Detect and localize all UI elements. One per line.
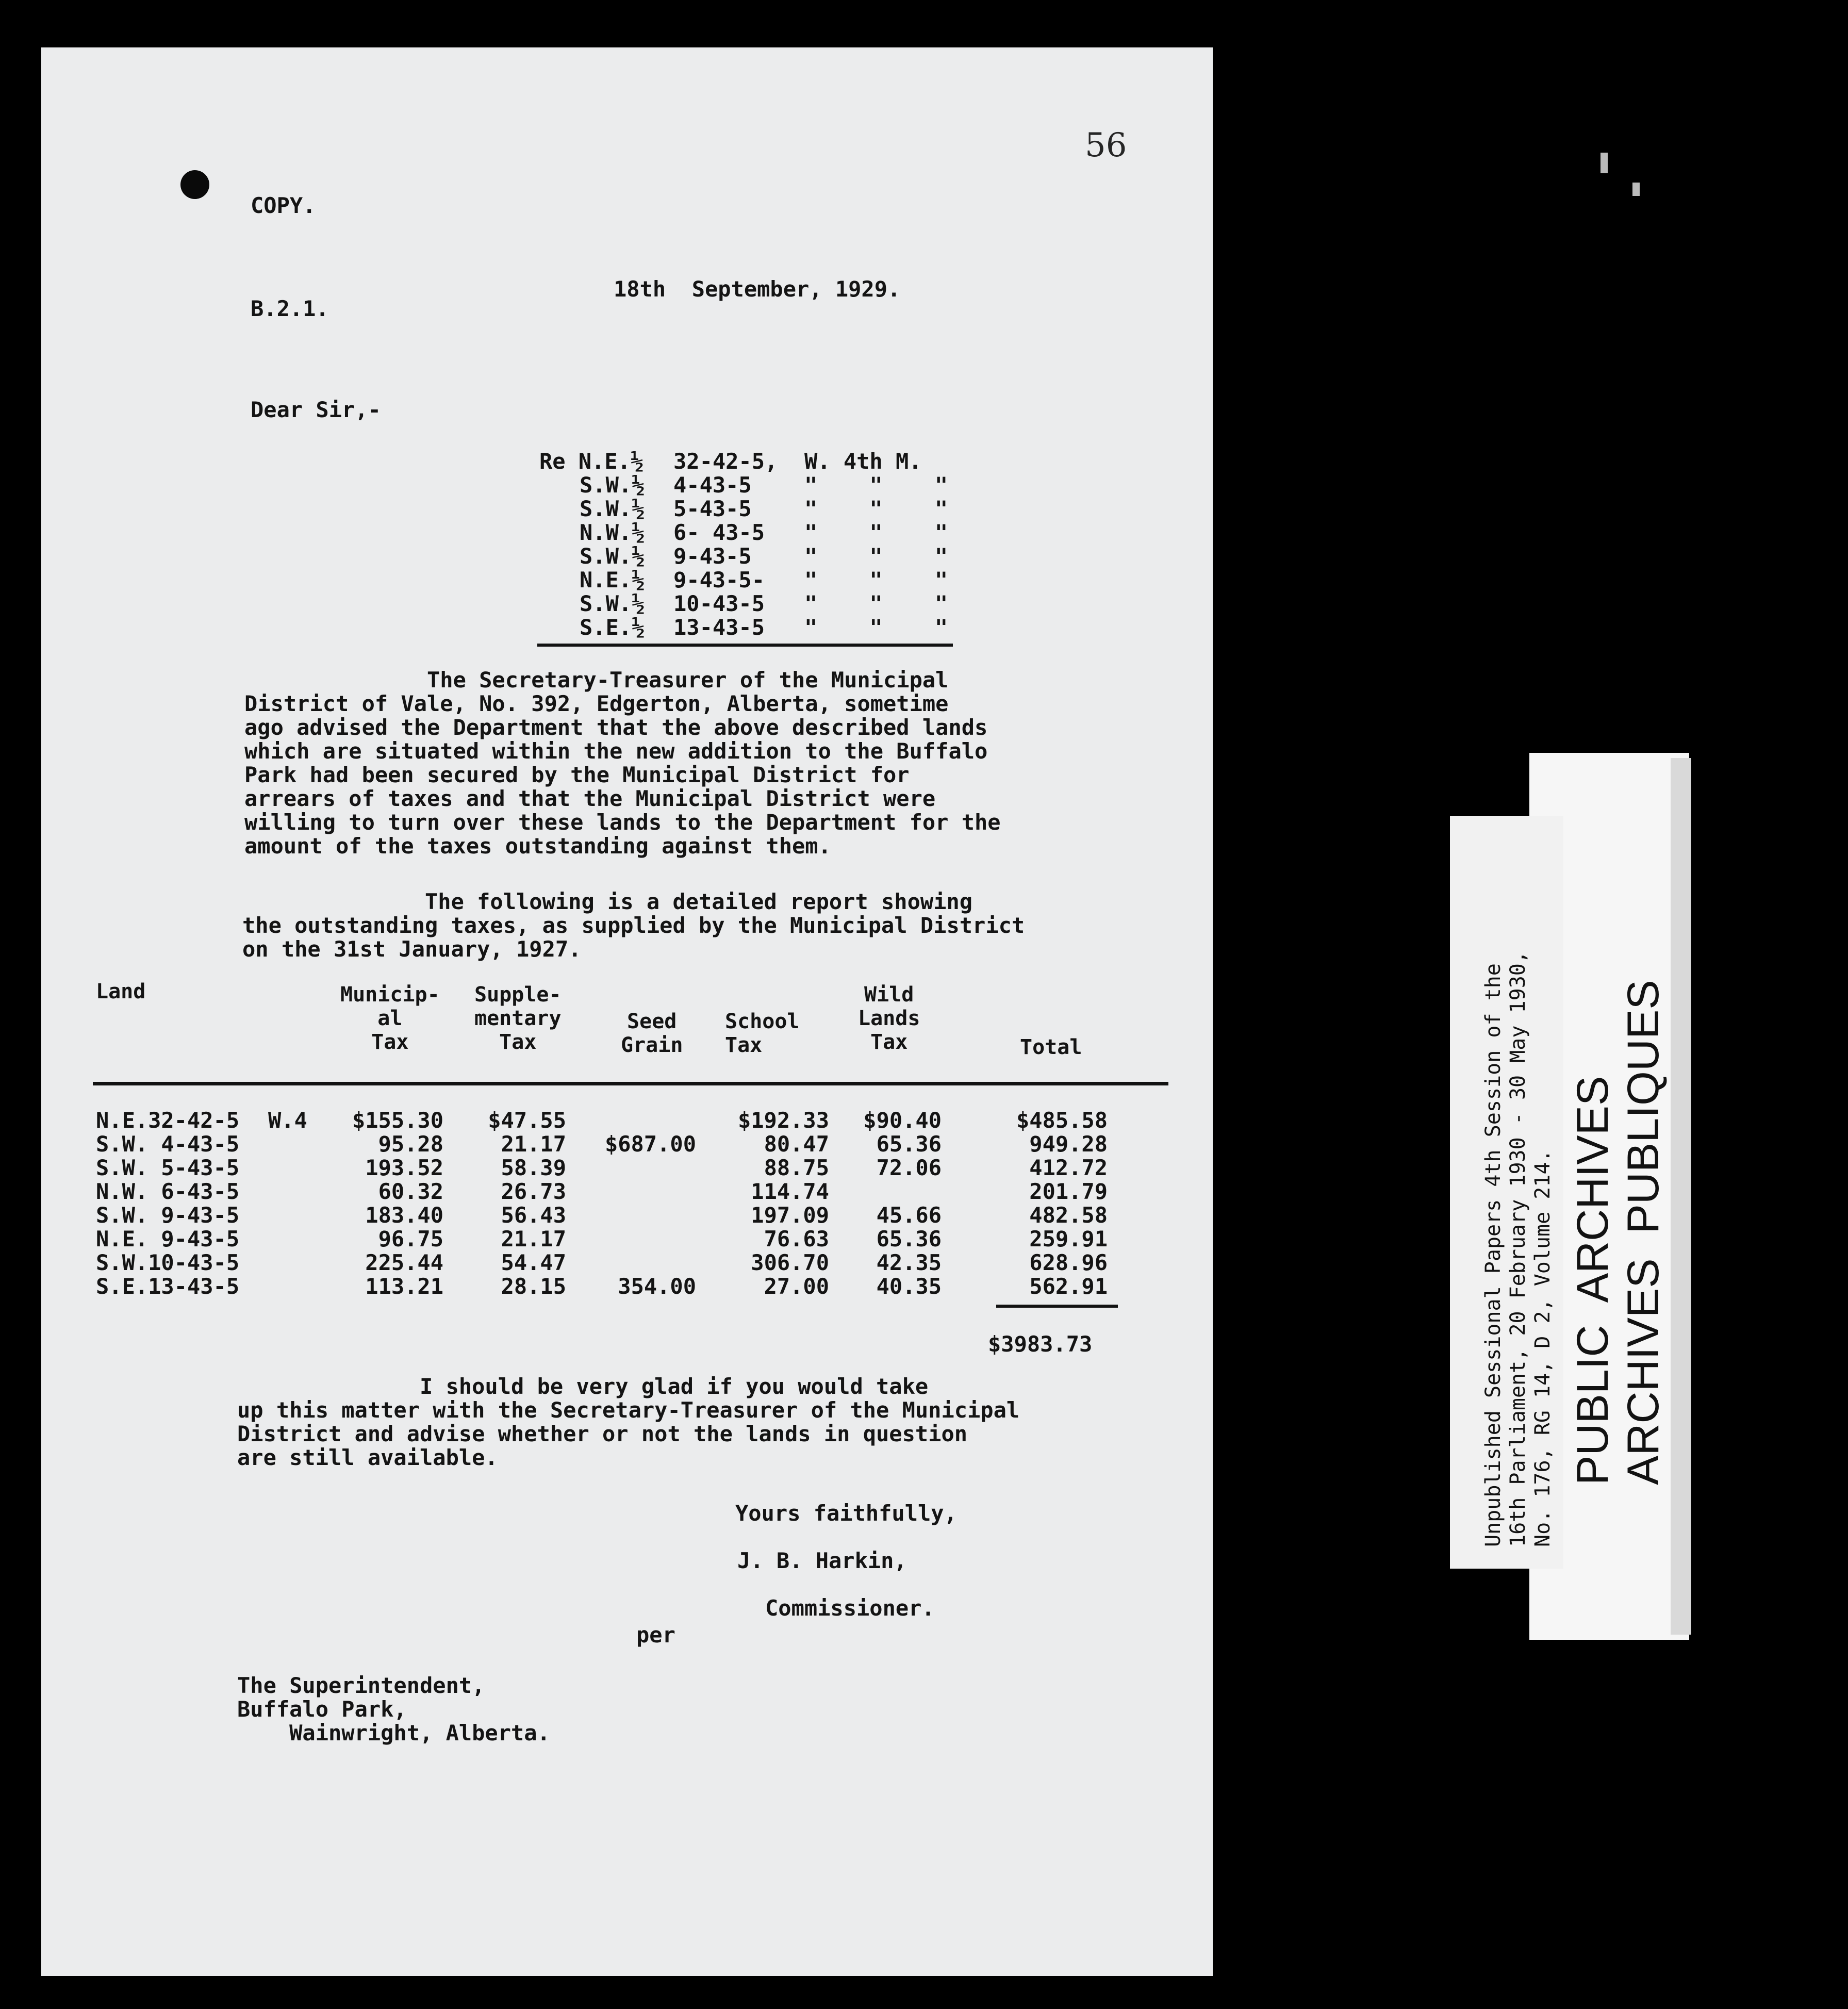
cell-land: N.E.32-42-5 xyxy=(96,1108,240,1133)
cell-land: S.W. 9-43-5 xyxy=(96,1203,240,1228)
cell-supplementary: 28.15 xyxy=(501,1274,566,1299)
cell-land: S.E.13-43-5 xyxy=(96,1274,240,1299)
cell-school: 76.63 xyxy=(764,1226,829,1251)
text-line: Buffalo Park, xyxy=(237,1697,407,1722)
text-line: up this matter with the Secretary-Treasurer of the Municipal xyxy=(237,1397,1020,1423)
cell-supplementary: 26.73 xyxy=(501,1179,566,1204)
cell-land: S.W. 4-43-5 xyxy=(96,1131,240,1157)
text-line: the outstanding taxes, as supplied by the Municipal District xyxy=(242,913,1025,938)
cell-total: 201.79 xyxy=(1029,1179,1108,1204)
cell-total: $485.58 xyxy=(1016,1108,1108,1133)
card-edge xyxy=(1671,758,1691,1635)
re-quarter: S.W.½ xyxy=(580,472,645,498)
cell-land: N.E. 9-43-5 xyxy=(96,1226,240,1251)
text-line: are still available. xyxy=(237,1445,498,1470)
header-municipal-tax: Municip- al Tax xyxy=(340,983,440,1054)
table-row xyxy=(0,1274,1172,1297)
cell-municipal: 60.32 xyxy=(378,1179,443,1204)
cell-wild: 72.06 xyxy=(876,1155,942,1180)
re-section: 10-43-5 xyxy=(673,591,765,616)
cell-total: 482.58 xyxy=(1029,1203,1108,1228)
cell-wild: 65.36 xyxy=(876,1131,942,1157)
cell-supplementary: 21.17 xyxy=(501,1226,566,1251)
cell-wild: $90.40 xyxy=(863,1108,942,1133)
cell-total: 412.72 xyxy=(1029,1155,1108,1180)
cell-school: 306.70 xyxy=(751,1250,829,1275)
paragraph-2 xyxy=(242,890,1025,961)
cell-total: 949.28 xyxy=(1029,1131,1108,1157)
citation-line: 16th Parliament, 20 February 1930 - 30 May 1930, xyxy=(1506,951,1530,1547)
grand-total: $3983.73 xyxy=(988,1331,1093,1357)
copy-mark: COPY. xyxy=(251,193,316,218)
text-line: ago advised the Department that the above described lands xyxy=(244,715,988,740)
paragraph-1 xyxy=(244,668,1001,858)
cell-extra: W.4 xyxy=(268,1108,307,1133)
cell-seed: 354.00 xyxy=(618,1274,696,1299)
re-section: 6- 43-5 xyxy=(673,520,765,545)
cell-total: 562.91 xyxy=(1029,1274,1108,1299)
re-meridian: " " " xyxy=(804,591,948,616)
re-quarter: N.E.½ xyxy=(580,567,645,592)
signer-title: Commissioner. xyxy=(765,1595,935,1621)
cell-municipal: 95.28 xyxy=(378,1131,443,1157)
header-land: Land xyxy=(96,980,146,1003)
text-line: I should be very glad if you would take xyxy=(237,1374,929,1399)
citation-line: No. 176, RG 14, D 2, Volume 214. xyxy=(1531,1149,1555,1547)
salutation: Dear Sir,- xyxy=(251,397,381,422)
cell-seed: $687.00 xyxy=(604,1131,696,1157)
archive-citation xyxy=(1481,951,1555,1547)
table-row xyxy=(0,1108,1172,1131)
re-section: 13-43-5 xyxy=(673,615,765,640)
re-meridian: W. 4th M. xyxy=(804,449,922,474)
cell-school: $192.33 xyxy=(737,1108,829,1133)
header-wild-lands-tax: Wild Lands Tax xyxy=(858,983,920,1054)
signer-name: J. B. Harkin, xyxy=(737,1548,907,1573)
text-line: arrears of taxes and that the Municipal District were xyxy=(244,786,936,811)
re-meridian: " " " xyxy=(804,567,948,592)
film-mark xyxy=(1600,153,1608,173)
punch-hole xyxy=(180,170,209,199)
cell-school: 80.47 xyxy=(764,1131,829,1157)
text-line: District of Vale, No. 392, Edgerton, Alberta, sometime xyxy=(244,691,949,716)
cell-supplementary: 56.43 xyxy=(501,1203,566,1228)
cell-school: 197.09 xyxy=(751,1203,829,1228)
cell-land: S.W.10-43-5 xyxy=(96,1250,240,1275)
cell-school: 27.00 xyxy=(764,1274,829,1299)
re-meridian: " " " xyxy=(804,615,948,640)
re-quarter: Re N.E.½ xyxy=(539,449,644,474)
header-supplementary-tax: Supple- mentary Tax xyxy=(474,983,562,1054)
re-section: 32-42-5, xyxy=(673,449,778,474)
re-section: 4-43-5 xyxy=(673,472,752,498)
table-row xyxy=(0,1179,1172,1203)
re-block-underline xyxy=(537,644,953,647)
table-row xyxy=(0,1250,1172,1274)
cell-land: S.W. 5-43-5 xyxy=(96,1155,240,1180)
cell-wild: 40.35 xyxy=(876,1274,942,1299)
stamp-line: ARCHIVES PUBLIQUES xyxy=(1619,980,1668,1485)
re-quarter: S.W.½ xyxy=(580,544,645,569)
text-line: Wainwright, Alberta. xyxy=(237,1720,550,1745)
header-school-tax: School Tax xyxy=(725,1010,800,1057)
text-line: amount of the taxes outstanding against them. xyxy=(244,833,831,859)
paragraph-3 xyxy=(237,1375,1019,1470)
re-section: 9-43-5 xyxy=(673,544,752,569)
header-total: Total xyxy=(1020,1035,1082,1059)
cell-total: 259.91 xyxy=(1029,1226,1108,1251)
stamp-line: PUBLIC ARCHIVES xyxy=(1568,1076,1618,1485)
cell-supplementary: 21.17 xyxy=(501,1131,566,1157)
re-section: 5-43-5 xyxy=(673,496,752,521)
archive-stamp xyxy=(1568,980,1669,1485)
closing: Yours faithfully, xyxy=(735,1501,957,1526)
re-meridian: " " " xyxy=(804,496,948,521)
text-line: willing to turn over these lands to the Department for the xyxy=(244,810,1001,835)
letter-date: 18th September, 1929. xyxy=(614,276,901,302)
re-meridian: " " " xyxy=(804,472,948,498)
text-line: which are situated within the new addition to the Buffalo xyxy=(244,738,988,764)
re-meridian: " " " xyxy=(804,544,948,569)
text-line: District and advise whether or not the lands in question xyxy=(237,1421,968,1446)
header-seed-grain: Seed Grain xyxy=(621,1010,683,1057)
re-quarter: S.W.½ xyxy=(580,591,645,616)
cell-municipal: 193.52 xyxy=(365,1155,443,1180)
cell-supplementary: $47.55 xyxy=(488,1108,566,1133)
cell-supplementary: 58.39 xyxy=(501,1155,566,1180)
table-row xyxy=(0,1155,1172,1179)
table-row xyxy=(0,1226,1172,1250)
cell-municipal: 225.44 xyxy=(365,1250,443,1275)
cell-municipal: 113.21 xyxy=(365,1274,443,1299)
text-line: The following is a detailed report showing xyxy=(242,889,973,914)
re-quarter: S.E.½ xyxy=(580,615,645,640)
file-reference: B.2.1. xyxy=(251,296,329,321)
text-line: Park had been secured by the Municipal District for xyxy=(244,762,910,787)
addressee xyxy=(237,1674,550,1745)
table-header-rule xyxy=(93,1082,1168,1085)
re-quarter: S.W.½ xyxy=(580,496,645,521)
cell-municipal: 183.40 xyxy=(365,1203,443,1228)
cell-municipal: 96.75 xyxy=(378,1226,443,1251)
re-meridian: " " " xyxy=(804,520,948,545)
film-mark xyxy=(1632,183,1640,196)
cell-wild: 45.66 xyxy=(876,1203,942,1228)
cell-supplementary: 54.47 xyxy=(501,1250,566,1275)
total-underline xyxy=(996,1305,1118,1308)
per-mark: per xyxy=(636,1622,675,1648)
table-row xyxy=(0,1203,1172,1226)
citation-line: Unpublished Sessional Papers 4th Session of the xyxy=(1481,963,1505,1547)
table-row xyxy=(0,1131,1172,1155)
cell-school: 88.75 xyxy=(764,1155,829,1180)
re-quarter: N.W.½ xyxy=(580,520,645,545)
cell-land: N.W. 6-43-5 xyxy=(96,1179,240,1204)
page-number: 56 xyxy=(1085,126,1127,164)
cell-total: 628.96 xyxy=(1029,1250,1108,1275)
text-line: on the 31st January, 1927. xyxy=(242,936,582,962)
text-line: The Secretary-Treasurer of the Municipal xyxy=(244,667,949,693)
cell-school: 114.74 xyxy=(751,1179,829,1204)
cell-wild: 65.36 xyxy=(876,1226,942,1251)
re-section: 9-43-5- xyxy=(673,567,765,592)
cell-wild: 42.35 xyxy=(876,1250,942,1275)
text-line: The Superintendent, xyxy=(237,1673,485,1698)
cell-municipal: $155.30 xyxy=(352,1108,443,1133)
